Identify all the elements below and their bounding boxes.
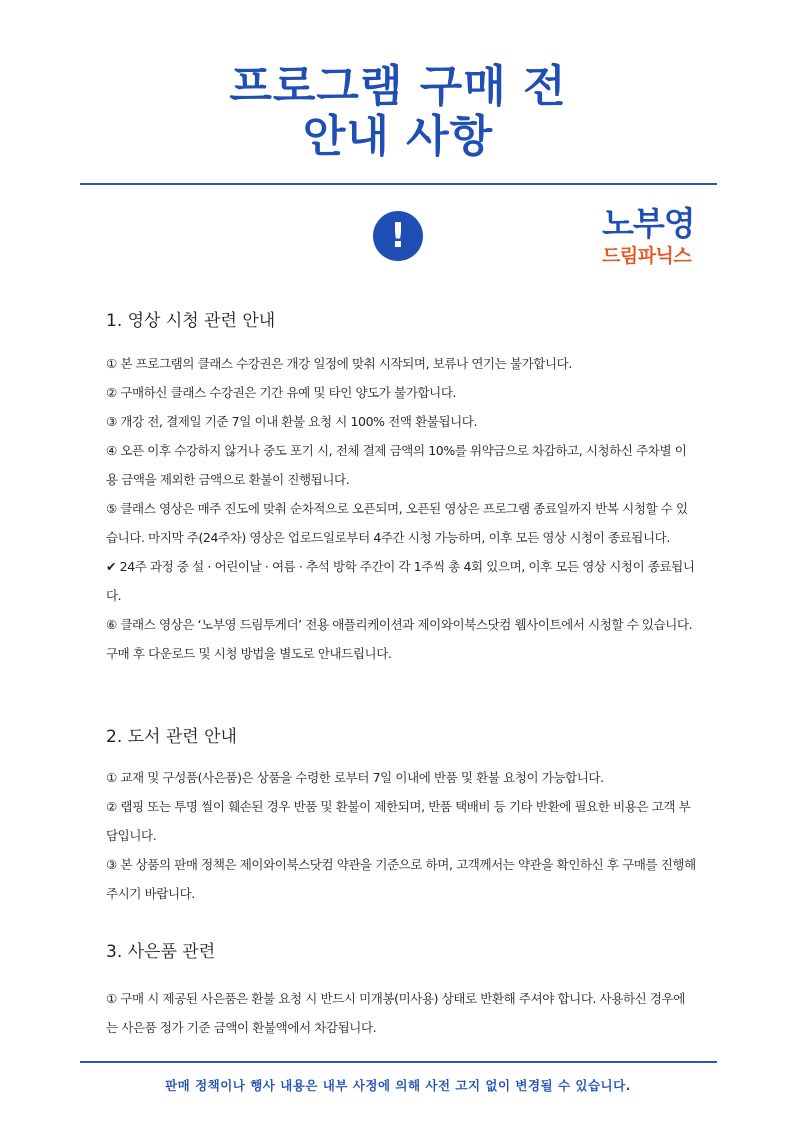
paragraph: ✔ 24주 과정 중 설 · 어린이날 · 여름 · 추석 방학 주간이 각 1주씩 총 4회 있으며, 이후 모든 영상 시청이 종료됩니다. xyxy=(106,559,695,603)
logo-wordmark-top: 노부영 xyxy=(602,204,695,243)
page-title-line2: 안내 사항 xyxy=(302,111,494,162)
paragraph: ① 교재 및 구성품(사은품)은 상품을 수령한 로부터 7일 이내에 반품 및 환불 요청이 가능합니다. xyxy=(106,770,604,785)
paragraph: ① 본 프로그램의 클래스 수강권은 개강 일정에 맞춰 시작되며, 보류나 연기는 불가합니다. xyxy=(106,356,572,371)
page-title-line1: 프로그램 구매 전 xyxy=(229,61,567,112)
top-divider xyxy=(80,183,717,185)
paragraph: ① 구매 시 제공된 사은품은 환불 요청 시 반드시 미개봉(미사용) 상태로 반환해 주셔야 합니다. 사용하신 경우에는 사은품 정가 기준 금액이 환불액에서 차감됩니다. xyxy=(106,991,685,1035)
logo-wordmark-bottom: 드림파닉스 xyxy=(602,245,692,267)
section-gifts xyxy=(106,940,696,1042)
bottom-divider xyxy=(80,1061,717,1063)
exclamation-circle-icon: ! xyxy=(373,211,423,261)
paragraph: ② 랩핑 또는 투명 씰이 훼손된 경우 반품 및 환불이 제한되며, 반품 택배비 등 기타 반환에 필요한 비용은 고객 부담입니다. xyxy=(106,799,691,843)
brand-logo xyxy=(602,205,712,269)
section-books xyxy=(106,725,696,908)
section-heading: 3. 사은품 관련 xyxy=(106,942,216,962)
paragraph: ② 구매하신 클래스 수강권은 기간 유예 및 타인 양도가 불가합니다. xyxy=(106,385,457,400)
section-heading: 2. 도서 관련 안내 xyxy=(106,727,237,747)
paragraph: ⑤ 클래스 영상은 매주 진도에 맞춰 순차적으로 오픈되며, 오픈된 영상은 프로그램 종료일까지 반복 시청할 수 있습니다. 마지막 주(24주차) 영상은 업로드일로부터 4주간 시청 가능하며, 이후 모든 영상 시청이 종료됩니다. xyxy=(106,501,688,545)
section-video-viewing xyxy=(106,309,696,668)
page-title xyxy=(0,62,796,162)
paragraph: ⑥ 클래스 영상은 ‘노부영 드림투게더’ 전용 애플리케이션과 제이와이북스닷컴 웹사이트에서 시청할 수 있습니다. 구매 후 다운로드 및 시청 방법을 별도로 안내드립니다. xyxy=(106,617,693,661)
paragraph: ③ 개강 전, 결제일 기준 7일 이내 환불 요청 시 100% 전액 환불됩니다. xyxy=(106,414,478,429)
footer-notice: 판매 정책이나 행사 내용은 내부 사정에 의해 사전 고지 없이 변경될 수 있습니다. xyxy=(165,1078,631,1093)
section-heading: 1. 영상 시청 관련 안내 xyxy=(106,311,276,331)
paragraph: ③ 본 상품의 판매 정책은 제이와이북스닷컴 약관을 기준으로 하며, 고객께서는 약관을 확인하신 후 구매를 진행해 주시기 바랍니다. xyxy=(106,857,696,901)
paragraph: ④ 오픈 이후 수강하지 않거나 중도 포기 시, 전체 결제 금액의 10%를 위약금으로 차감하고, 시청하신 주차별 이용 금액을 제외한 금액으로 환불이 진행됩니다. xyxy=(106,443,687,487)
